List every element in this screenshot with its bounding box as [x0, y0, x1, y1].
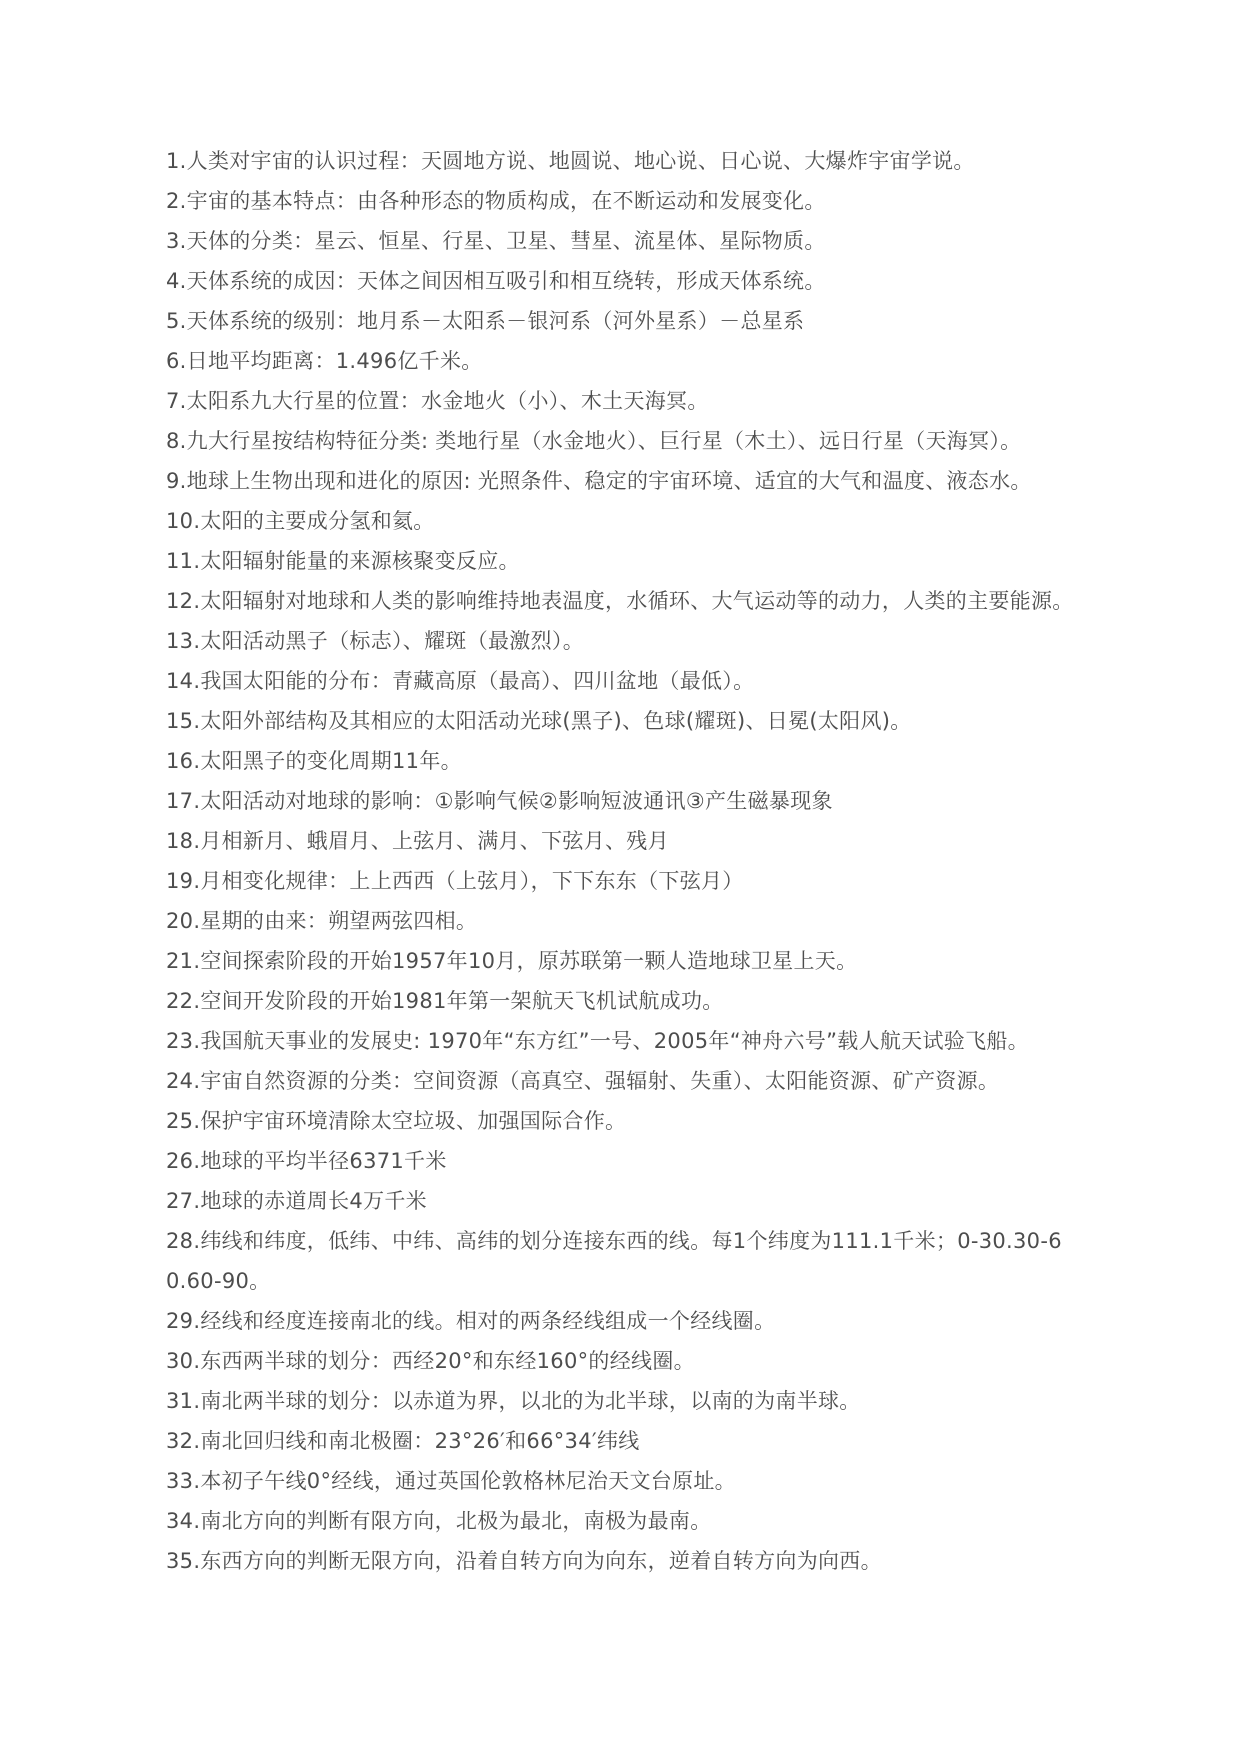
item-text: 天体系统的级别：地月系－太阳系－银河系（河外星系）－总星系: [186, 309, 805, 333]
item-text: 天体系统的成因：天体之间因相互吸引和相互绕转，形成天体系统。: [186, 269, 826, 293]
list-item: [166, 1021, 1076, 1061]
list-item: [166, 1141, 1076, 1181]
list-item: [166, 261, 1076, 301]
item-text: 本初子午线0°经线，通过英国伦敦格林尼治天文台原址。: [200, 1469, 736, 1493]
item-number: 3.: [166, 229, 187, 253]
item-number: 8.: [166, 429, 187, 453]
item-text: 太阳活动对地球的影响：①影响气候②影响短波通讯③产生磁暴现象: [200, 789, 833, 813]
list-item: [166, 341, 1076, 381]
item-text: 太阳的主要成分氢和氦。: [200, 509, 435, 533]
list-item: [166, 381, 1076, 421]
list-item: [166, 461, 1076, 501]
item-number: 12.: [166, 589, 201, 613]
item-text: 纬线和纬度，低纬、中纬、高纬的划分连接东西的线。每1个纬度为111.1千米；0-30.30-60.60-90。: [166, 1229, 1062, 1293]
item-number: 6.: [166, 349, 187, 373]
list-item: [166, 701, 1076, 741]
list-item: [166, 941, 1076, 981]
list-item: [166, 821, 1076, 861]
list-item: [166, 221, 1076, 261]
list-item: [166, 1381, 1076, 1421]
item-text: 东西两半球的划分：西经20°和东经160°的经线圈。: [200, 1349, 695, 1373]
item-text: 宇宙的基本特点：由各种形态的物质构成，在不断运动和发展变化。: [186, 189, 826, 213]
list-item: [166, 1501, 1076, 1541]
item-text: 宇宙自然资源的分类：空间资源（高真空、强辐射、失重）、太阳能资源、矿产资源。: [200, 1069, 1000, 1093]
item-text: 地球的平均半径6371千米: [200, 1149, 447, 1173]
list-item: [166, 781, 1076, 821]
list-item: [166, 1221, 1076, 1301]
list-item: [166, 1461, 1076, 1501]
item-text: 空间开发阶段的开始1981年第一架航天飞机试航成功。: [200, 989, 724, 1013]
item-text: 人类对宇宙的认识过程：天圆地方说、地圆说、地心说、日心说、大爆炸宇宙学说。: [186, 149, 975, 173]
list-item: [166, 141, 1076, 181]
list-item: [166, 981, 1076, 1021]
notes-list: [166, 141, 1076, 1581]
list-item: [166, 1301, 1076, 1341]
item-number: 11.: [166, 549, 201, 573]
item-number: 10.: [166, 509, 201, 533]
item-text: 地球上生物出现和进化的原因: 光照条件、稳定的宇宙环境、适宜的大气和温度、液态水。: [186, 469, 1032, 493]
item-number: 14.: [166, 669, 201, 693]
item-text: 太阳辐射能量的来源核聚变反应。: [200, 549, 520, 573]
item-number: 21.: [166, 949, 201, 973]
item-number: 7.: [166, 389, 187, 413]
list-item: [166, 901, 1076, 941]
list-item: [166, 741, 1076, 781]
list-item: [166, 541, 1076, 581]
item-number: 33.: [166, 1469, 201, 1493]
list-item: [166, 1061, 1076, 1101]
item-text: 日地平均距离：1.496亿千米。: [186, 349, 483, 373]
item-text: 太阳外部结构及其相应的太阳活动光球(黑子)、色球(耀斑)、日冕(太阳风)。: [200, 709, 912, 733]
item-number: 16.: [166, 749, 201, 773]
item-number: 9.: [166, 469, 187, 493]
item-text: 南北方向的判断有限方向，北极为最北，南极为最南。: [200, 1509, 712, 1533]
list-item: [166, 621, 1076, 661]
item-text: 东西方向的判断无限方向，沿着自转方向为向东，逆着自转方向为向西。: [200, 1549, 882, 1573]
item-number: 20.: [166, 909, 201, 933]
item-number: 2.: [166, 189, 187, 213]
item-text: 经线和经度连接南北的线。相对的两条经线组成一个经线圈。: [200, 1309, 776, 1333]
item-number: 30.: [166, 1349, 201, 1373]
item-text: 我国太阳能的分布：青藏高原（最高）、四川盆地（最低）。: [200, 669, 755, 693]
item-number: 26.: [166, 1149, 201, 1173]
item-text: 空间探索阶段的开始1957年10月，原苏联第一颗人造地球卫星上天。: [200, 949, 858, 973]
list-item: [166, 1341, 1076, 1381]
list-item: [166, 1181, 1076, 1221]
list-item: [166, 1101, 1076, 1141]
list-item: [166, 501, 1076, 541]
item-number: 25.: [166, 1109, 201, 1133]
item-number: 32.: [166, 1429, 201, 1453]
list-item: [166, 421, 1076, 461]
list-item: [166, 1421, 1076, 1461]
item-text: 地球的赤道周长4万千米: [200, 1189, 427, 1213]
item-number: 29.: [166, 1309, 201, 1333]
item-text: 保护宇宙环境清除太空垃圾、加强国际合作。: [200, 1109, 627, 1133]
item-number: 19.: [166, 869, 201, 893]
list-item: [166, 581, 1076, 621]
list-item: [166, 861, 1076, 901]
item-number: 15.: [166, 709, 201, 733]
item-number: 23.: [166, 1029, 201, 1053]
item-number: 18.: [166, 829, 201, 853]
item-text: 星期的由来：朔望两弦四相。: [200, 909, 478, 933]
item-text: 太阳黑子的变化周期11年。: [200, 749, 462, 773]
item-text: 月相变化规律：上上西西（上弦月），下下东东（下弦月）: [200, 869, 744, 893]
item-number: 31.: [166, 1389, 201, 1413]
item-number: 4.: [166, 269, 187, 293]
list-item: [166, 301, 1076, 341]
item-number: 22.: [166, 989, 201, 1013]
item-text: 天体的分类：星云、恒星、行星、卫星、彗星、流星体、星际物质。: [186, 229, 826, 253]
item-number: 28.: [166, 1229, 201, 1253]
item-number: 17.: [166, 789, 201, 813]
item-number: 27.: [166, 1189, 201, 1213]
item-text: 南北两半球的划分：以赤道为界，以北的为北半球，以南的为南半球。: [200, 1389, 861, 1413]
item-text: 太阳辐射对地球和人类的影响维持地表温度，水循环、大气运动等的动力，人类的主要能源。: [200, 589, 1074, 613]
item-number: 1.: [166, 149, 187, 173]
item-number: 35.: [166, 1549, 201, 1573]
item-text: 南北回归线和南北极圈：23°26′和66°34′纬线: [200, 1429, 640, 1453]
item-number: 5.: [166, 309, 187, 333]
item-text: 九大行星按结构特征分类: 类地行星（水金地火）、巨行星（木土）、远日行星（天海冥）。: [186, 429, 1022, 453]
item-text: 月相新月、蛾眉月、上弦月、满月、下弦月、残月: [200, 829, 669, 853]
list-item: [166, 181, 1076, 221]
list-item: [166, 661, 1076, 701]
item-text: 我国航天事业的发展史: 1970年“东方红”一号、2005年“神舟六号”载人航天试验飞船。: [200, 1029, 1029, 1053]
item-number: 13.: [166, 629, 201, 653]
list-item: [166, 1541, 1076, 1581]
item-text: 太阳活动黑子（标志）、耀斑（最激烈）。: [200, 629, 585, 653]
item-number: 34.: [166, 1509, 201, 1533]
item-text: 太阳系九大行星的位置：水金地火（小）、木土天海冥。: [186, 389, 709, 413]
item-number: 24.: [166, 1069, 201, 1093]
